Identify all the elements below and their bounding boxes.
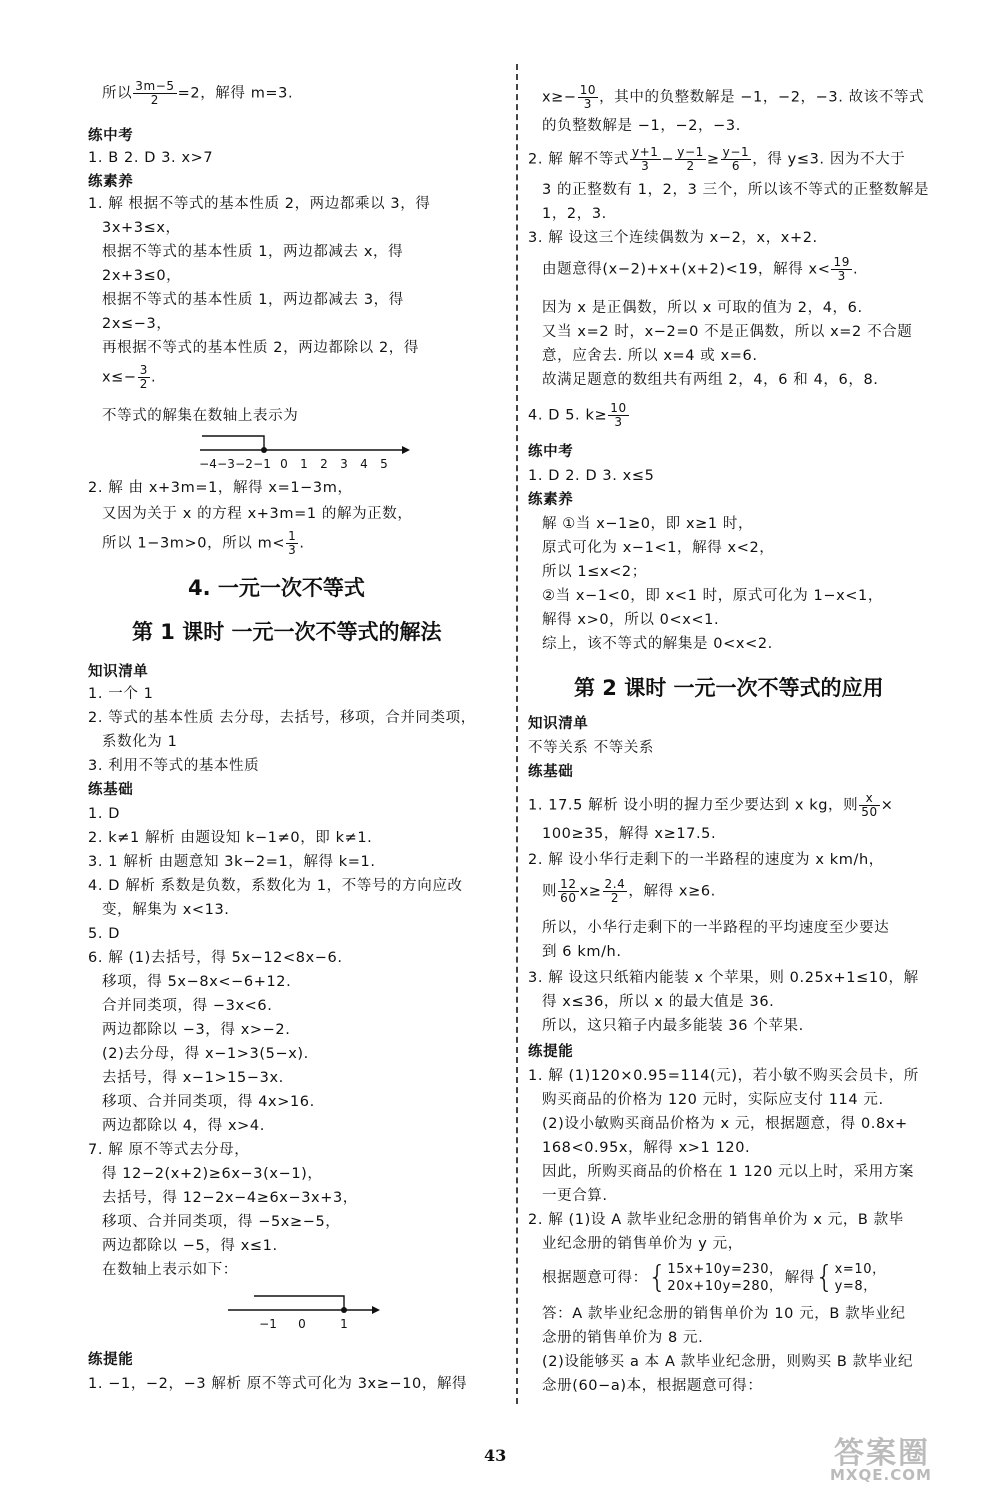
answer-line: 1. 一个 1 bbox=[88, 686, 154, 702]
fraction: $\frac{12}{60}$ bbox=[560, 877, 577, 905]
answer-line: 2. 解 设小华行走剩下的一半路程的速度为 x km/h， bbox=[528, 852, 884, 868]
page-number: 43 bbox=[484, 1446, 507, 1465]
answer-line: 1. D bbox=[88, 806, 121, 822]
text-line: 得 12−2(x+2)≥6x−3(x−1)， bbox=[102, 1166, 323, 1182]
text-line: ②当 x−1<0，即 x<1 时，原式可化为 1−x<1， bbox=[542, 588, 883, 604]
text-line: 移项，得 5x−8x<−6+12. bbox=[102, 974, 292, 990]
text-line: 所以 1−3m>0，所以 m< $\frac{1}{3}$ . bbox=[102, 529, 305, 557]
answer-line: 3. 1 解析 由题意知 3k−2=1，解得 k=1. bbox=[88, 854, 376, 870]
text-line: 两边都除以 4，得 x>4. bbox=[102, 1118, 265, 1134]
section-title: 4. 一元一次不等式 bbox=[188, 576, 365, 600]
text-line: 100≥35，解得 x≥17.5. bbox=[542, 826, 717, 842]
answer-line: 3. 解 设这只纸箱内能装 x 个苹果，则 0.25x+1≤10，解 bbox=[528, 970, 919, 986]
answer-line: 2. k≠1 解析 由题设知 k−1≠0，即 k≠1. bbox=[88, 830, 373, 846]
text-line: 2x+3≤0， bbox=[102, 268, 182, 284]
text-line: 3x+3≤x， bbox=[102, 220, 181, 236]
text-line: 一更合算. bbox=[542, 1188, 608, 1204]
text-line: 解 ①当 x−1≥0，即 x≥1 时， bbox=[542, 516, 754, 532]
text-line: 则 $\frac{12}{60}$ x≥ $\frac{2.4}{2}$ ，解得 x≥6. bbox=[542, 877, 716, 905]
section-heading: 知识清单 bbox=[88, 664, 149, 680]
answer-line: 3. 解 设这三个连续偶数为 x−2，x，x+2. bbox=[528, 230, 818, 246]
answer-line: 4. D 解析 系数是负数，系数化为 1，不等号的方向应改 bbox=[88, 878, 463, 894]
text-line: 所以，这只箱子内最多能装 36 个苹果. bbox=[542, 1018, 804, 1034]
answer-line: 1. 解 根据不等式的基本性质 2，两边都乘以 3，得 bbox=[88, 196, 431, 212]
answer-line: 7. 解 原不等式去分母， bbox=[88, 1142, 250, 1158]
fraction: $\frac{x}{50}$ bbox=[861, 791, 878, 819]
text-line: 1，2，3. bbox=[542, 206, 607, 222]
text-line: 解得 x>0，所以 0<x<1. bbox=[542, 612, 720, 628]
text-line: 在数轴上表示如下： bbox=[102, 1262, 238, 1278]
text-line: 2x≤−3， bbox=[102, 316, 172, 332]
fraction: $\frac{1}{3}$ bbox=[288, 529, 297, 557]
text-line: 答：A 款毕业纪念册的销售单价为 10 元，B 款毕业纪 bbox=[542, 1306, 906, 1322]
fraction: $\frac{y-1}{2}$ bbox=[677, 145, 704, 173]
text-line: 168<0.95x，解得 x>1 120. bbox=[542, 1140, 751, 1156]
answer-line: 2. 等式的基本性质 去分母，去括号，移项，合并同类项， bbox=[88, 710, 476, 726]
section-heading: 练素养 bbox=[88, 174, 134, 190]
text-line: 原式可化为 x−1<1，解得 x<2， bbox=[542, 540, 775, 556]
text-line: 移项、合并同类项，得 4x>16. bbox=[102, 1094, 315, 1110]
answer-line: 1. D 2. D 3. x≤5 bbox=[528, 468, 655, 484]
fraction: $\frac{y-1}{6}$ bbox=[722, 145, 750, 173]
text-line: (2)设能够买 a 本 A 款毕业纪念册，则购买 B 款毕业纪 bbox=[542, 1354, 914, 1370]
lesson-title: 第 1 课时 一元一次不等式的解法 bbox=[132, 620, 442, 644]
fraction: $\frac{10}{3}$ bbox=[610, 401, 627, 429]
system-equation: 20x+10y=280， bbox=[667, 1279, 783, 1294]
text-line: 所以，小华行走剩下的一半路程的平均速度至少要达 bbox=[542, 920, 890, 936]
text-line: 综上，该不等式的解集是 0<x<2. bbox=[542, 636, 773, 652]
tick-label: −1 bbox=[259, 1317, 277, 1331]
answer-line: 2. 解 解不等式 $\frac{y+1}{3}$ − $\frac{y-1}{2}$ ≥ $\frac{y-1}{6}$ ，得 y≤3. 因为不大于 bbox=[528, 145, 906, 173]
tick-label: 3 bbox=[340, 457, 348, 471]
number-line-2 bbox=[226, 1288, 386, 1334]
text-line: 不等式的解集在数轴上表示为 bbox=[102, 408, 299, 424]
answer-line: 1. 17.5 解析 设小明的握力至少要达到 x kg，则 $\frac{x}{50}$ × bbox=[528, 791, 894, 819]
tick-label: 1 bbox=[340, 1317, 348, 1331]
text-line: 去括号，得 12−2x−4≥6x−3x+3， bbox=[102, 1190, 358, 1206]
section-heading: 练中考 bbox=[88, 128, 134, 144]
tick-label: −4 bbox=[199, 457, 217, 471]
text-line: 因为 x 是正偶数，所以 x 可取的值为 2，4，6. bbox=[542, 300, 863, 316]
equation-system-line: 根据题意可得：{ 15x+10y=230， 20x+10y=280， 解得{ x=10， y=8， bbox=[542, 1260, 886, 1295]
arrow-icon bbox=[372, 1306, 380, 1314]
answer-line: 5. D bbox=[88, 926, 121, 942]
text-line: 变，解集为 x<13. bbox=[102, 902, 230, 918]
text-line: 到 6 km/h. bbox=[542, 944, 622, 960]
text-line: 3 的正整数有 1，2，3 三个，所以该不等式的正整数解是 bbox=[542, 182, 930, 198]
text-line: 念册(60−a)本，根据题意可得： bbox=[542, 1378, 763, 1394]
text-line: 购买商品的价格为 120 元时，实际应支付 114 元. bbox=[542, 1092, 884, 1108]
watermark-text: 答案圈 bbox=[834, 1436, 930, 1471]
fraction: $\frac{19}{3}$ bbox=[833, 255, 850, 283]
section-heading: 练提能 bbox=[528, 1044, 574, 1060]
tick-label: 2 bbox=[320, 457, 328, 471]
section-heading: 练基础 bbox=[88, 782, 134, 798]
number-line-1 bbox=[196, 430, 416, 474]
answer-line: 2. 解 由 x+3m=1，解得 x=1−3m， bbox=[88, 480, 353, 496]
fraction: $\frac{3}{2}$ bbox=[139, 363, 148, 391]
text-line: 合并同类项，得 −3x<6. bbox=[102, 998, 273, 1014]
solution-ray bbox=[202, 436, 264, 450]
arrow-icon bbox=[402, 446, 410, 454]
text-line: 的负整数解是 −1，−2，−3. bbox=[542, 118, 741, 134]
tick-label: 4 bbox=[360, 457, 368, 471]
text-line: 由题意得(x−2)+x+(x+2)<19，解得 x< $\frac{19}{3}$ . bbox=[542, 255, 859, 283]
answer-line: 1. 解 (1)120×0.95=114(元)，若小敏不购买会员卡，所 bbox=[528, 1068, 919, 1084]
closed-point bbox=[261, 447, 267, 453]
text-line: 意，应舍去. 所以 x=4 或 x=6. bbox=[542, 348, 758, 364]
text-line: 因此，所购买商品的价格在 1 120 元以上时，采用方案 bbox=[542, 1164, 915, 1180]
text-line: 不等关系 不等关系 bbox=[528, 740, 655, 756]
watermark-logo bbox=[826, 1428, 976, 1486]
system-solution: x=10， bbox=[834, 1262, 886, 1277]
text-line: 移项、合并同类项，得 −5x≥−5， bbox=[102, 1214, 341, 1230]
tick-label: 0 bbox=[298, 1317, 306, 1331]
answer-line: 1. B 2. D 3. x>7 bbox=[88, 150, 214, 166]
text-line: 两边都除以 −3，得 x>−2. bbox=[102, 1022, 291, 1038]
tick-label: −2 bbox=[235, 457, 253, 471]
text-line: 得 x≤36，所以 x 的最大值是 36. bbox=[542, 994, 775, 1010]
text-line: 根据不等式的基本性质 1，两边都减去 x，得 bbox=[102, 244, 404, 260]
text-line: 去括号，得 x−1>15−3x. bbox=[102, 1070, 284, 1086]
text-line: x≥− $\frac{10}{3}$ ，其中的负整数解是 −1，−2，−3. 故该不等式 bbox=[542, 83, 925, 111]
answer-line: 2. 解 (1)设 A 款毕业纪念册的销售单价为 x 元，B 款毕 bbox=[528, 1212, 904, 1228]
system-equation: 15x+10y=230， bbox=[667, 1262, 783, 1277]
answer-line: 4. D 5. k≥ $\frac{10}{3}$ bbox=[528, 401, 627, 429]
section-heading: 练中考 bbox=[528, 444, 574, 460]
text-line: x≤− $\frac{3}{2}$ . bbox=[102, 363, 157, 391]
section-heading: 练提能 bbox=[88, 1352, 134, 1368]
section-heading: 知识清单 bbox=[528, 716, 589, 732]
answer-line: 6. 解 (1)去括号，得 5x−12<8x−6. bbox=[88, 950, 343, 966]
watermark-url: MXQE.COM bbox=[830, 1466, 932, 1484]
text-line: 所以 $\frac{3m-5}{2}$ =2，解得 m=3. bbox=[102, 79, 294, 107]
text-line: 又当 x=2 时，x−2=0 不是正偶数，所以 x=2 不合题 bbox=[542, 324, 913, 340]
text-line: 念册的销售单价为 8 元. bbox=[542, 1330, 704, 1346]
text-line: 两边都除以 −5，得 x≤1. bbox=[102, 1238, 278, 1254]
text-line: (2)设小敏购买商品价格为 x 元，根据题意，得 0.8x+ bbox=[542, 1116, 908, 1132]
text-line: 再根据不等式的基本性质 2，两边都除以 2，得 bbox=[102, 340, 419, 356]
system-solution: y=8， bbox=[834, 1279, 877, 1294]
fraction: $\frac{2.4}{2}$ bbox=[604, 877, 626, 905]
answer-line: 3. 利用不等式的基本性质 bbox=[88, 758, 260, 774]
answer-line: 1. −1，−2，−3 解析 原不等式可化为 3x≥−10，解得 bbox=[88, 1376, 468, 1392]
fraction: $\frac{3m-5}{2}$ bbox=[135, 79, 175, 107]
tick-label: 1 bbox=[300, 457, 308, 471]
section-heading: 练素养 bbox=[528, 492, 574, 508]
tick-label: 0 bbox=[280, 457, 288, 471]
text-line: 系数化为 1 bbox=[102, 734, 178, 750]
fraction: $\frac{10}{3}$ bbox=[579, 83, 597, 111]
column-divider bbox=[516, 64, 518, 1404]
tick-label: −1 bbox=[253, 457, 271, 471]
section-heading: 练基础 bbox=[528, 764, 574, 780]
text-line: 业纪念册的销售单价为 y 元， bbox=[542, 1236, 743, 1252]
tick-label: −3 bbox=[217, 457, 235, 471]
text-line: 又因为关于 x 的方程 x+3m=1 的解为正数， bbox=[102, 506, 413, 522]
tick-label: 5 bbox=[380, 457, 388, 471]
fraction: $\frac{y+1}{3}$ bbox=[631, 145, 659, 173]
text-line: 故满足题意的数组共有两组 2，4，6 和 4，6，8. bbox=[542, 372, 879, 388]
closed-point bbox=[341, 1307, 347, 1313]
text-line: (2)去分母，得 x−1>3(5−x). bbox=[102, 1046, 309, 1062]
lesson-title: 第 2 课时 一元一次不等式的应用 bbox=[574, 676, 884, 700]
solution-ray bbox=[254, 1296, 344, 1310]
text-line: 所以 1≤x<2； bbox=[542, 564, 647, 580]
text-line: 根据不等式的基本性质 1，两边都减去 3，得 bbox=[102, 292, 404, 308]
